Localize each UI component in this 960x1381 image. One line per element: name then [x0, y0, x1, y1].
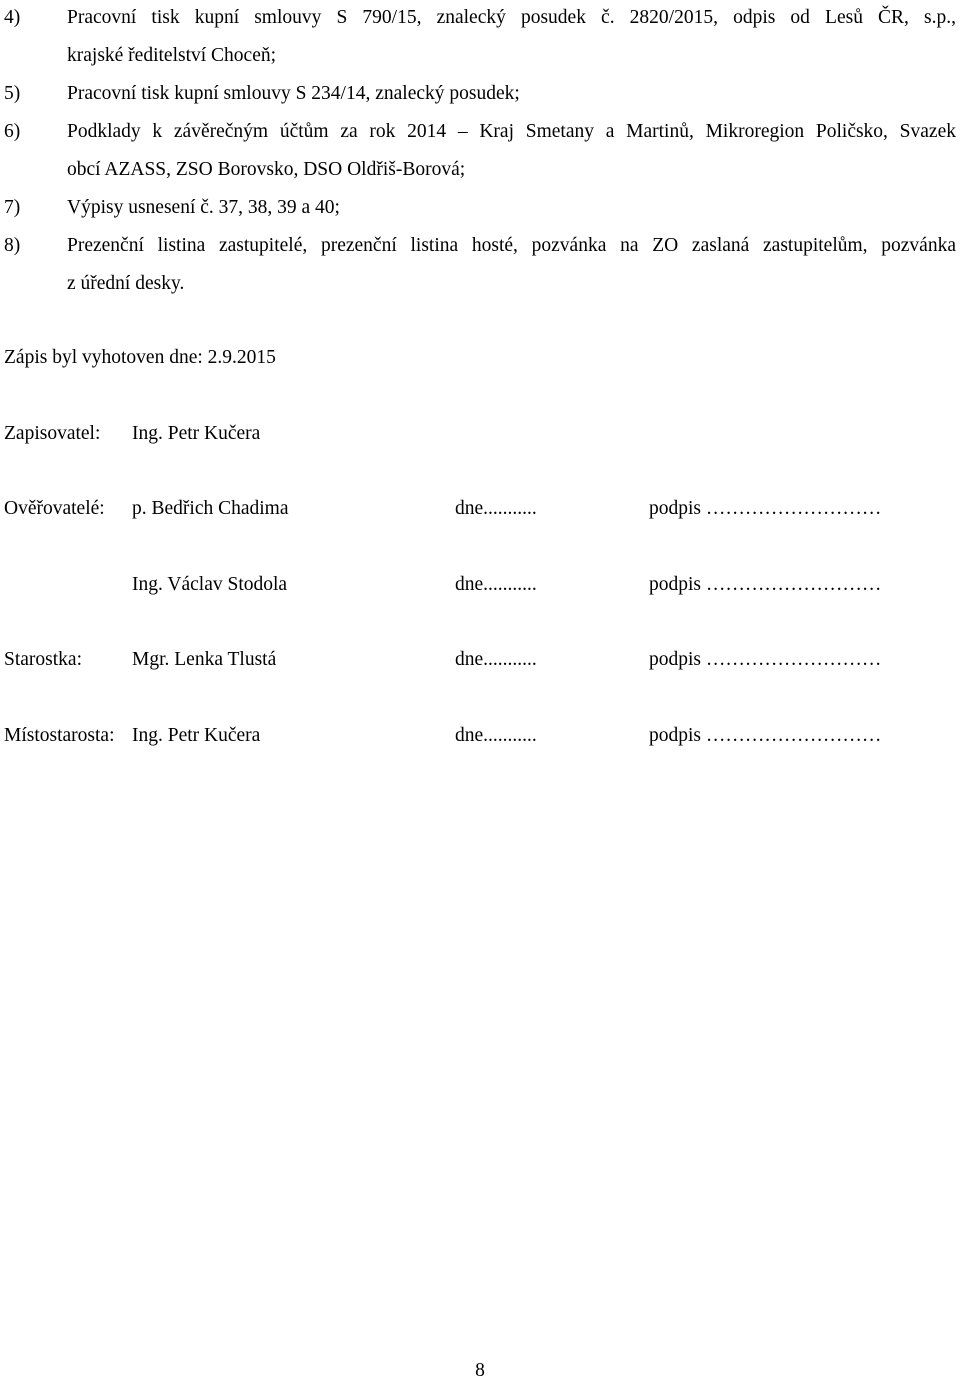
signature-field: podpis ……………………… — [649, 498, 882, 519]
signature-date-field: dne........... — [455, 725, 537, 746]
signature-role-label: Ověřovatelé: — [4, 498, 105, 519]
signature-date-field: dne........... — [455, 649, 537, 670]
attachment-number: 8) — [4, 235, 21, 256]
attachment-text-line: Výpisy usnesení č. 37, 38, 39 a 40; — [67, 197, 340, 218]
attachment-text-line: Podklady k závěrečným účtům za rok 2014 – Kraj Smetany a Martinů, Mikroregion Poličsko, Svazek — [67, 121, 956, 142]
page-number: 8 — [475, 1360, 485, 1381]
attachment-text-line: Pracovní tisk kupní smlouvy S 234/14, znalecký posudek; — [67, 83, 520, 104]
signature-person-name: Mgr. Lenka Tlustá — [132, 649, 277, 670]
signature-field: podpis ……………………… — [649, 725, 882, 746]
signature-role-label: Místostarosta: — [4, 725, 115, 746]
attachment-text-line: Prezenční listina zastupitelé, prezenční listina hosté, pozvánka na ZO zaslaná zastupitelům, pozvánka — [67, 235, 956, 256]
record-date: Zápis byl vyhotoven dne: 2.9.2015 — [4, 347, 276, 368]
signature-date-field: dne........... — [455, 574, 537, 595]
signature-date-field: dne........... — [455, 498, 537, 519]
attachment-number: 5) — [4, 83, 21, 104]
signature-role-label: Starostka: — [4, 649, 82, 670]
signature-field: podpis ……………………… — [649, 649, 882, 670]
attachment-text-line: Pracovní tisk kupní smlouvy S 790/15, znalecký posudek č. 2820/2015, odpis od Lesů ČR, s.p., — [67, 7, 956, 28]
signature-person-name: Ing. Václav Stodola — [132, 574, 288, 595]
attachment-number: 6) — [4, 121, 21, 142]
attachment-text-line: z úřední desky. — [67, 273, 185, 294]
recorder-label: Zapisovatel: — [4, 423, 101, 444]
attachment-number: 7) — [4, 197, 21, 218]
recorder-name: Ing. Petr Kučera — [132, 423, 261, 444]
attachment-text-line: obcí AZASS, ZSO Borovsko, DSO Oldřiš-Borová; — [67, 159, 466, 180]
attachment-number: 4) — [4, 7, 21, 28]
signature-field: podpis ……………………… — [649, 574, 882, 595]
signature-person-name: Ing. Petr Kučera — [132, 725, 261, 746]
signature-person-name: p. Bedřich Chadima — [132, 498, 289, 519]
attachment-text-line: krajské ředitelství Choceň; — [67, 45, 277, 66]
